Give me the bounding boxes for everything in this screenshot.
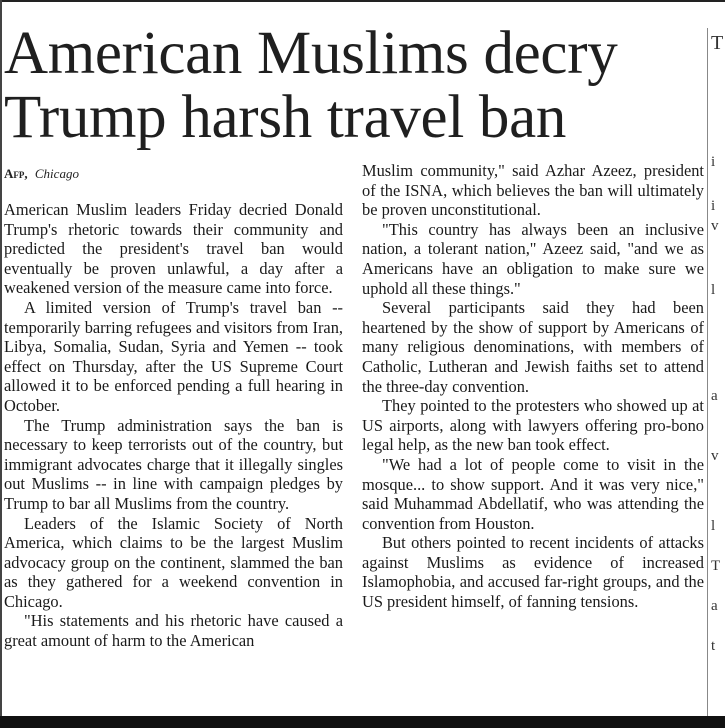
left-rule — [0, 0, 2, 728]
bottom-border-band — [0, 716, 725, 728]
fragment-letter: a — [711, 388, 718, 404]
paragraph: Leaders of the Islamic Society of North America, which claims to be the largest Muslim advocacy group on the continent, slammed the ban as they gathered for a weekend convention in Chicago. — [4, 513, 343, 611]
fragment-letter: T — [711, 558, 721, 574]
fragment-letter: v — [711, 448, 719, 464]
fragment-letter: l — [711, 518, 716, 534]
paragraph: "We had a lot of people come to visit in the mosque... to show support. And it was very nice," said Muhammad Abdellatif, who was attending the convention from Houston. — [362, 454, 704, 533]
agency-credit: Afp, — [4, 166, 28, 181]
top-rule — [0, 0, 725, 2]
paragraph: A limited version of Trump's travel ban -- temporarily barring refugees and visitors from Iran, Libya, Somalia, Sudan, Syria and Yemen -- took effect on Thursday, after the US Supreme Court allowed it to be enforced pending a full hearing in October. — [4, 297, 343, 415]
fragment-letter: T — [711, 32, 724, 54]
fragment-letter: v — [711, 218, 719, 234]
paragraph: American Muslim leaders Friday decried Donald Trump's rhetoric towards their community and predicted the president's travel ban would eventually be proven unlawful, a day after a weakened version of the measure came into force. — [4, 200, 343, 298]
article-column-2 — [362, 161, 704, 612]
fragment-letter: a — [711, 598, 718, 614]
fragment-letter: l — [711, 282, 716, 298]
headline: American Muslims decry Trump harsh travel ban — [4, 20, 618, 151]
article-column-1 — [4, 200, 343, 651]
fragment-letter: i — [711, 154, 716, 170]
dateline-city: Chicago — [34, 166, 79, 181]
paragraph: The Trump administration says the ban is necessary to keep terrorists out of the country, but immigrant advocates charge that it illegally singles out Muslims -- in line with campaign pledges by Trump to bar all Muslims from the country. — [4, 415, 343, 513]
paragraph: "His statements and his rhetoric have caused a great amount of harm to the American — [4, 611, 343, 651]
paragraph: Several participants said they had been heartened by the show of support by Americans of many religious denominations, with members of Catholic, Lutheran and Jewish faiths set to attend the three-day convention. — [362, 298, 704, 396]
paragraph: But others pointed to recent incidents of attacks against Muslims as evidence of increased Islamophobia, and accused far-right groups, and the US president himself, of fanning tensions. — [362, 533, 704, 612]
fragment-letter: i — [711, 198, 716, 214]
paragraph: They pointed to the protesters who showed up at US airports, along with lawyers offering pro-bono legal help, as the new ban took effect. — [362, 396, 704, 455]
paragraph: Muslim community," said Azhar Azeez, president of the ISNA, which believes the ban will ultimately be proven unconstitutional. — [362, 161, 704, 220]
column-divider — [707, 28, 708, 718]
dateline — [4, 166, 79, 182]
paragraph: "This country has always been an inclusive nation, a tolerant nation," Azeez said, "and we as Americans have an obligation to make sure we uphold all these things." — [362, 219, 704, 298]
fragment-letter: t — [711, 638, 716, 654]
